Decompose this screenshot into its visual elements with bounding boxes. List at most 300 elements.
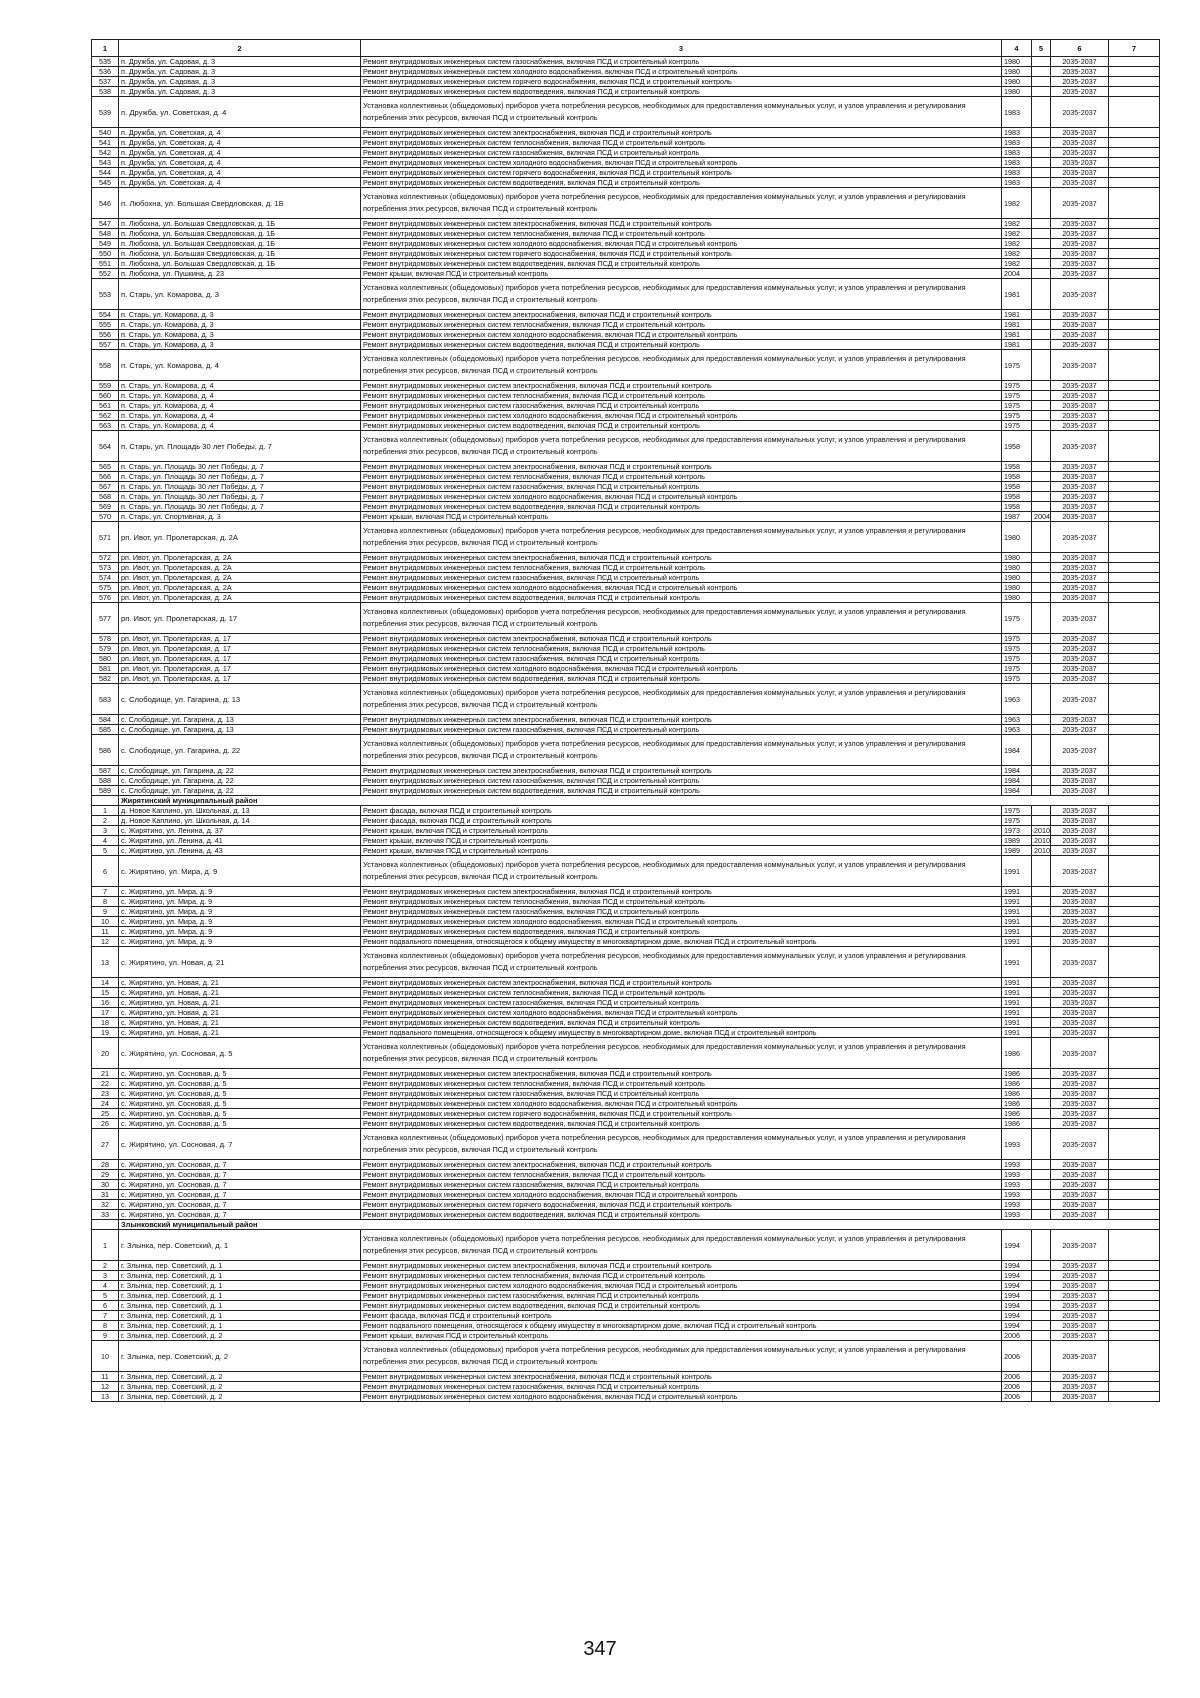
year-repair — [1032, 644, 1051, 654]
year-repair — [1032, 978, 1051, 988]
year: 1958 — [1002, 482, 1032, 492]
table-row — [92, 826, 1160, 836]
table-row — [92, 421, 1160, 431]
address: с. Жирятино, ул. Мира, д. 9 — [119, 927, 361, 937]
district-name: Злынковский муниципальный район — [119, 1220, 1160, 1230]
empty-cell — [1109, 1069, 1160, 1079]
work-type: Установка коллективных (общедомовых) приборов учета потребления ресурсов, необходимых для предоставления коммунальных услуг, и узлов управления и регулирования потребления этих ресурсов, включая ПСД и строительный контроль — [361, 1129, 1002, 1160]
year: 1983 — [1002, 138, 1032, 148]
period: 2035-2037 — [1051, 634, 1109, 644]
work-type: Ремонт внутридомовых инженерных систем водоотведения, включая ПСД и строительный контроль — [361, 593, 1002, 603]
year: 1980 — [1002, 553, 1032, 563]
row-number: 579 — [92, 644, 119, 654]
header-cell: 4 — [1002, 40, 1032, 57]
year: 1991 — [1002, 998, 1032, 1008]
year: 1982 — [1002, 229, 1032, 239]
period: 2035-2037 — [1051, 421, 1109, 431]
year-repair — [1032, 1372, 1051, 1382]
year: 1975 — [1002, 391, 1032, 401]
empty-cell — [1109, 340, 1160, 350]
year-repair: 2010 — [1032, 836, 1051, 846]
address: г. Злынка, пер. Советский, д. 2 — [119, 1382, 361, 1392]
year: 2004 — [1002, 269, 1032, 279]
year-repair — [1032, 988, 1051, 998]
table-row — [92, 188, 1160, 219]
period: 2035-2037 — [1051, 1028, 1109, 1038]
table-row — [92, 1392, 1160, 1402]
year: 1983 — [1002, 148, 1032, 158]
year: 1975 — [1002, 603, 1032, 634]
empty-cell — [1109, 391, 1160, 401]
address: с. Жирятино, ул. Мира, д. 9 — [119, 907, 361, 917]
table-row — [92, 158, 1160, 168]
address: с. Жирятино, ул. Новая, д. 21 — [119, 1008, 361, 1018]
empty-cell — [1109, 482, 1160, 492]
table-row — [92, 77, 1160, 87]
address: п. Дружба, ул. Советская, д. 4 — [119, 128, 361, 138]
year: 1994 — [1002, 1261, 1032, 1271]
row-number: 1 — [92, 806, 119, 816]
table-row — [92, 947, 1160, 978]
empty-cell — [1109, 998, 1160, 1008]
row-number: 559 — [92, 381, 119, 391]
work-type: Установка коллективных (общедомовых) приборов учета потребления ресурсов, необходимых для предоставления коммунальных услуг, и узлов управления и регулирования потребления этих ресурсов, включая ПСД и строительный контроль — [361, 603, 1002, 634]
table-row — [92, 644, 1160, 654]
row-number: 573 — [92, 563, 119, 573]
period: 2035-2037 — [1051, 77, 1109, 87]
period: 2035-2037 — [1051, 836, 1109, 846]
empty-cell — [1109, 776, 1160, 786]
table-row — [92, 1331, 1160, 1341]
row-number: 586 — [92, 735, 119, 766]
empty-cell — [1109, 239, 1160, 249]
work-type: Ремонт внутридомовых инженерных систем теплоснабжения, включая ПСД и строительный контроль — [361, 320, 1002, 330]
period: 2035-2037 — [1051, 1038, 1109, 1069]
work-type: Ремонт внутридомовых инженерных систем горячего водоснабжения, включая ПСД и строительный контроль — [361, 1109, 1002, 1119]
table-row — [92, 927, 1160, 937]
period: 2035-2037 — [1051, 1200, 1109, 1210]
year: 1980 — [1002, 67, 1032, 77]
address: п. Дружба, ул. Советская, д. 4 — [119, 168, 361, 178]
row-number: 549 — [92, 239, 119, 249]
row-number: 541 — [92, 138, 119, 148]
year: 1975 — [1002, 411, 1032, 421]
address: п. Дружба, ул. Садовая, д. 3 — [119, 57, 361, 67]
empty-cell — [1109, 1281, 1160, 1291]
year: 1983 — [1002, 168, 1032, 178]
year-repair — [1032, 148, 1051, 158]
period: 2035-2037 — [1051, 998, 1109, 1008]
address: с. Жирятино, ул. Ленина, д. 41 — [119, 836, 361, 846]
year: 1981 — [1002, 340, 1032, 350]
address: г. Злынка, пер. Советский, д. 1 — [119, 1301, 361, 1311]
work-type: Ремонт внутридомовых инженерных систем электроснабжения, включая ПСД и строительный контроль — [361, 766, 1002, 776]
year-repair — [1032, 219, 1051, 229]
year-repair — [1032, 1190, 1051, 1200]
work-type: Ремонт внутридомовых инженерных систем холодного водоснабжения, включая ПСД и строительный контроль — [361, 1392, 1002, 1402]
row-number: 27 — [92, 1129, 119, 1160]
period: 2035-2037 — [1051, 178, 1109, 188]
period: 2035-2037 — [1051, 502, 1109, 512]
year-repair: 2004 — [1032, 512, 1051, 522]
year: 1980 — [1002, 573, 1032, 583]
work-type: Установка коллективных (общедомовых) приборов учета потребления ресурсов, необходимых для предоставления коммунальных услуг, и узлов управления и регулирования потребления этих ресурсов, включая ПСД и строительный контроль — [361, 947, 1002, 978]
year-repair — [1032, 57, 1051, 67]
table-row — [92, 1180, 1160, 1190]
year: 1989 — [1002, 846, 1032, 856]
empty-cell — [1109, 269, 1160, 279]
row-number: 536 — [92, 67, 119, 77]
row-number: 587 — [92, 766, 119, 776]
address: с. Жирятино, ул. Мира, д. 9 — [119, 937, 361, 947]
table-row — [92, 87, 1160, 97]
address: с. Жирятино, ул. Новая, д. 21 — [119, 988, 361, 998]
row-number: 572 — [92, 553, 119, 563]
address: п. Старь, ул. Площадь 30 лет Победы, д. 7 — [119, 482, 361, 492]
work-type: Ремонт внутридомовых инженерных систем газоснабжения, включая ПСД и строительный контроль — [361, 907, 1002, 917]
table-row — [92, 1018, 1160, 1028]
address: с. Жирятино, ул. Новая, д. 21 — [119, 998, 361, 1008]
period: 2035-2037 — [1051, 927, 1109, 937]
table-row — [92, 978, 1160, 988]
year-repair — [1032, 1230, 1051, 1261]
row-number: 5 — [92, 846, 119, 856]
empty-cell — [1109, 786, 1160, 796]
work-type: Ремонт внутридомовых инженерных систем холодного водоснабжения, включая ПСД и строительный контроль — [361, 1190, 1002, 1200]
year: 1994 — [1002, 1291, 1032, 1301]
row-number: 535 — [92, 57, 119, 67]
year-repair — [1032, 1382, 1051, 1392]
empty-cell — [1109, 87, 1160, 97]
empty-cell — [1109, 1230, 1160, 1261]
row-number: 14 — [92, 978, 119, 988]
table-row — [92, 907, 1160, 917]
table-row — [92, 431, 1160, 462]
year-repair: 2010 — [1032, 826, 1051, 836]
year: 1991 — [1002, 907, 1032, 917]
table-row — [92, 128, 1160, 138]
empty-cell — [1109, 1119, 1160, 1129]
empty-cell — [1109, 1038, 1160, 1069]
work-type: Установка коллективных (общедомовых) приборов учета потребления ресурсов, необходимых для предоставления коммунальных услуг, и узлов управления и регулирования потребления этих ресурсов, включая ПСД и строительный контроль — [361, 279, 1002, 310]
address: с. Жирятино, ул. Сосновая, д. 7 — [119, 1160, 361, 1170]
empty-cell — [1109, 259, 1160, 269]
address: п. Старь, ул. Комарова, д. 4 — [119, 401, 361, 411]
work-type: Установка коллективных (общедомовых) приборов учета потребления ресурсов, необходимых для предоставления коммунальных услуг, и узлов управления и регулирования потребления этих ресурсов, включая ПСД и строительный контроль — [361, 856, 1002, 887]
table-row — [92, 482, 1160, 492]
address: с. Жирятино, ул. Новая, д. 21 — [119, 1028, 361, 1038]
address: рп. Ивот, ул. Пролетарская, д. 17 — [119, 674, 361, 684]
period: 2035-2037 — [1051, 482, 1109, 492]
work-type: Ремонт внутридомовых инженерных систем теплоснабжения, включая ПСД и строительный контроль — [361, 472, 1002, 482]
period: 2035-2037 — [1051, 937, 1109, 947]
address: рп. Ивот, ул. Пролетарская, д. 17 — [119, 664, 361, 674]
period: 2035-2037 — [1051, 856, 1109, 887]
work-type: Ремонт внутридомовых инженерных систем газоснабжения, включая ПСД и строительный контроль — [361, 776, 1002, 786]
year-repair — [1032, 279, 1051, 310]
work-type: Ремонт внутридомовых инженерных систем теплоснабжения, включая ПСД и строительный контроль — [361, 563, 1002, 573]
empty-cell — [1109, 887, 1160, 897]
table-row — [92, 1190, 1160, 1200]
work-type: Ремонт внутридомовых инженерных систем теплоснабжения, включая ПСД и строительный контроль — [361, 897, 1002, 907]
year: 1980 — [1002, 57, 1032, 67]
empty-cell — [1109, 1392, 1160, 1402]
work-type: Ремонт внутридомовых инженерных систем теплоснабжения, включая ПСД и строительный контроль — [361, 644, 1002, 654]
year-repair — [1032, 897, 1051, 907]
year-repair — [1032, 1119, 1051, 1129]
year: 1982 — [1002, 219, 1032, 229]
year: 1958 — [1002, 462, 1032, 472]
year-repair — [1032, 806, 1051, 816]
year-repair — [1032, 411, 1051, 421]
work-type: Ремонт внутридомовых инженерных систем холодного водоснабжения, включая ПСД и строительный контроль — [361, 1099, 1002, 1109]
year: 1983 — [1002, 128, 1032, 138]
work-type: Ремонт внутридомовых инженерных систем водоотведения, включая ПСД и строительный контроль — [361, 178, 1002, 188]
period: 2035-2037 — [1051, 1119, 1109, 1129]
work-type: Ремонт внутридомовых инженерных систем электроснабжения, включая ПСД и строительный контроль — [361, 634, 1002, 644]
row-number: 583 — [92, 684, 119, 715]
work-type: Ремонт внутридомовых инженерных систем водоотведения, включая ПСД и строительный контроль — [361, 1119, 1002, 1129]
year-repair — [1032, 1341, 1051, 1372]
table-row — [92, 846, 1160, 856]
table-row — [92, 462, 1160, 472]
year-repair — [1032, 269, 1051, 279]
year-repair — [1032, 340, 1051, 350]
table-row — [92, 816, 1160, 826]
row-number: 25 — [92, 1109, 119, 1119]
work-type: Ремонт внутридомовых инженерных систем холодного водоснабжения, включая ПСД и строительный контроль — [361, 158, 1002, 168]
period: 2035-2037 — [1051, 553, 1109, 563]
address: г. Злынка, пер. Советский, д. 1 — [119, 1230, 361, 1261]
period: 2035-2037 — [1051, 391, 1109, 401]
year-repair — [1032, 553, 1051, 563]
table-row — [92, 401, 1160, 411]
row-number: 538 — [92, 87, 119, 97]
address: п. Дружба, ул. Советская, д. 4 — [119, 158, 361, 168]
row-number: 7 — [92, 887, 119, 897]
year-repair — [1032, 482, 1051, 492]
period: 2035-2037 — [1051, 1372, 1109, 1382]
table-row — [92, 1311, 1160, 1321]
year: 1986 — [1002, 1109, 1032, 1119]
year-repair — [1032, 1210, 1051, 1220]
year: 1975 — [1002, 674, 1032, 684]
empty-cell — [1109, 1018, 1160, 1028]
address: рп. Ивот, ул. Пролетарская, д. 2А — [119, 553, 361, 563]
empty-cell — [1109, 1180, 1160, 1190]
table-row — [92, 887, 1160, 897]
period: 2035-2037 — [1051, 603, 1109, 634]
year-repair — [1032, 1028, 1051, 1038]
year-repair — [1032, 725, 1051, 735]
header-cell: 3 — [361, 40, 1002, 57]
address: с. Слободище, ул. Гагарина, д. 13 — [119, 684, 361, 715]
address: рп. Ивот, ул. Пролетарская, д. 17 — [119, 654, 361, 664]
work-type: Установка коллективных (общедомовых) приборов учета потребления ресурсов, необходимых для предоставления коммунальных услуг, и узлов управления и регулирования потребления этих ресурсов, включая ПСД и строительный контроль — [361, 684, 1002, 715]
work-type: Ремонт внутридомовых инженерных систем водоотведения, включая ПСД и строительный контроль — [361, 421, 1002, 431]
period: 2035-2037 — [1051, 735, 1109, 766]
year-repair — [1032, 1038, 1051, 1069]
work-type: Ремонт внутридомовых инженерных систем газоснабжения, включая ПСД и строительный контроль — [361, 654, 1002, 664]
period: 2035-2037 — [1051, 1331, 1109, 1341]
year: 1986 — [1002, 1089, 1032, 1099]
work-type: Ремонт внутридомовых инженерных систем холодного водоснабжения, включая ПСД и строительный контроль — [361, 664, 1002, 674]
table-row — [92, 330, 1160, 340]
row-number: 576 — [92, 593, 119, 603]
row-number: 26 — [92, 1119, 119, 1129]
period: 2035-2037 — [1051, 249, 1109, 259]
address: г. Злынка, пер. Советский, д. 1 — [119, 1261, 361, 1271]
address: г. Злынка, пер. Советский, д. 2 — [119, 1341, 361, 1372]
year-repair — [1032, 927, 1051, 937]
empty-cell — [1109, 1190, 1160, 1200]
row-number — [92, 1220, 119, 1230]
year-repair: 2010 — [1032, 846, 1051, 856]
table-row — [92, 1160, 1160, 1170]
table-row — [92, 1382, 1160, 1392]
address: д. Новое Каплино, ул. Школьная, д. 13 — [119, 806, 361, 816]
year-repair — [1032, 77, 1051, 87]
empty-cell — [1109, 634, 1160, 644]
period: 2035-2037 — [1051, 786, 1109, 796]
year-repair — [1032, 1301, 1051, 1311]
work-type: Ремонт внутридомовых инженерных систем теплоснабжения, включая ПСД и строительный контроль — [361, 988, 1002, 998]
table-row — [92, 350, 1160, 381]
row-number: 551 — [92, 259, 119, 269]
year: 1991 — [1002, 988, 1032, 998]
year: 1982 — [1002, 249, 1032, 259]
work-type: Установка коллективных (общедомовых) приборов учета потребления ресурсов, необходимых для предоставления коммунальных услуг, и узлов управления и регулирования потребления этих ресурсов, включая ПСД и строительный контроль — [361, 431, 1002, 462]
empty-cell — [1109, 128, 1160, 138]
empty-cell — [1109, 856, 1160, 887]
year: 1975 — [1002, 644, 1032, 654]
address: с. Жирятино, ул. Сосновая, д. 7 — [119, 1170, 361, 1180]
year: 1981 — [1002, 320, 1032, 330]
table-row — [92, 553, 1160, 563]
year-repair — [1032, 158, 1051, 168]
year-repair — [1032, 1311, 1051, 1321]
row-number: 11 — [92, 927, 119, 937]
empty-cell — [1109, 411, 1160, 421]
row-number: 568 — [92, 492, 119, 502]
period: 2035-2037 — [1051, 644, 1109, 654]
row-number: 6 — [92, 856, 119, 887]
work-type: Ремонт внутридомовых инженерных систем электроснабжения, включая ПСД и строительный контроль — [361, 219, 1002, 229]
table-row — [92, 411, 1160, 421]
year: 1980 — [1002, 522, 1032, 553]
row-number: 578 — [92, 634, 119, 644]
year-repair — [1032, 87, 1051, 97]
address: с. Жирятино, ул. Новая, д. 21 — [119, 947, 361, 978]
table-row — [92, 1119, 1160, 1129]
year: 1981 — [1002, 310, 1032, 320]
table-row — [92, 1008, 1160, 1018]
header-cell: 7 — [1109, 40, 1160, 57]
table-row — [92, 269, 1160, 279]
row-number: 4 — [92, 836, 119, 846]
table-row — [92, 988, 1160, 998]
empty-cell — [1109, 897, 1160, 907]
empty-cell — [1109, 917, 1160, 927]
year-repair — [1032, 188, 1051, 219]
address: с. Слободище, ул. Гагарина, д. 22 — [119, 735, 361, 766]
year: 1991 — [1002, 917, 1032, 927]
work-type: Ремонт внутридомовых инженерных систем электроснабжения, включая ПСД и строительный контроль — [361, 128, 1002, 138]
empty-cell — [1109, 947, 1160, 978]
year: 1993 — [1002, 1210, 1032, 1220]
table-row — [92, 1200, 1160, 1210]
year-repair — [1032, 492, 1051, 502]
period: 2035-2037 — [1051, 1079, 1109, 1089]
period: 2035-2037 — [1051, 1018, 1109, 1028]
year-repair — [1032, 1069, 1051, 1079]
address: г. Злынка, пер. Советский, д. 1 — [119, 1271, 361, 1281]
address: с. Жирятино, ул. Сосновая, д. 5 — [119, 1069, 361, 1079]
address: г. Злынка, пер. Советский, д. 2 — [119, 1331, 361, 1341]
table-row — [92, 1301, 1160, 1311]
empty-cell — [1109, 593, 1160, 603]
empty-cell — [1109, 401, 1160, 411]
period: 2035-2037 — [1051, 158, 1109, 168]
year-repair — [1032, 421, 1051, 431]
year-repair — [1032, 97, 1051, 128]
row-number: 582 — [92, 674, 119, 684]
empty-cell — [1109, 492, 1160, 502]
table-row — [92, 239, 1160, 249]
year-repair — [1032, 259, 1051, 269]
year: 1991 — [1002, 947, 1032, 978]
address: рп. Ивот, ул. Пролетарская, д. 2А — [119, 563, 361, 573]
work-type: Ремонт крыши, включая ПСД и строительный контроль — [361, 846, 1002, 856]
address: с. Жирятино, ул. Сосновая, д. 5 — [119, 1079, 361, 1089]
address: п. Старь, ул. Комарова, д. 3 — [119, 330, 361, 340]
row-number: 544 — [92, 168, 119, 178]
period: 2035-2037 — [1051, 522, 1109, 553]
empty-cell — [1109, 715, 1160, 725]
empty-cell — [1109, 1311, 1160, 1321]
row-number: 5 — [92, 1291, 119, 1301]
table-row — [92, 1230, 1160, 1261]
table-row — [92, 492, 1160, 502]
table-row — [92, 1109, 1160, 1119]
year: 1984 — [1002, 735, 1032, 766]
period: 2035-2037 — [1051, 947, 1109, 978]
empty-cell — [1109, 219, 1160, 229]
row-number: 560 — [92, 391, 119, 401]
row-number: 554 — [92, 310, 119, 320]
address: п. Старь, ул. Комарова, д. 3 — [119, 340, 361, 350]
period: 2035-2037 — [1051, 1392, 1109, 1402]
period: 2035-2037 — [1051, 128, 1109, 138]
table-row — [92, 1291, 1160, 1301]
year-repair — [1032, 1261, 1051, 1271]
table-row — [92, 178, 1160, 188]
year-repair — [1032, 350, 1051, 381]
empty-cell — [1109, 279, 1160, 310]
period: 2035-2037 — [1051, 512, 1109, 522]
period: 2035-2037 — [1051, 188, 1109, 219]
year-repair — [1032, 1109, 1051, 1119]
table-row — [92, 766, 1160, 776]
period: 2035-2037 — [1051, 1321, 1109, 1331]
year: 1984 — [1002, 786, 1032, 796]
work-type: Установка коллективных (общедомовых) приборов учета потребления ресурсов, необходимых для предоставления коммунальных услуг, и узлов управления и регулирования потребления этих ресурсов, включая ПСД и строительный контроль — [361, 97, 1002, 128]
empty-cell — [1109, 330, 1160, 340]
address: с. Слободище, ул. Гагарина, д. 22 — [119, 776, 361, 786]
work-type: Ремонт внутридомовых инженерных систем водоотведения, включая ПСД и строительный контроль — [361, 786, 1002, 796]
empty-cell — [1109, 674, 1160, 684]
row-number: 555 — [92, 320, 119, 330]
